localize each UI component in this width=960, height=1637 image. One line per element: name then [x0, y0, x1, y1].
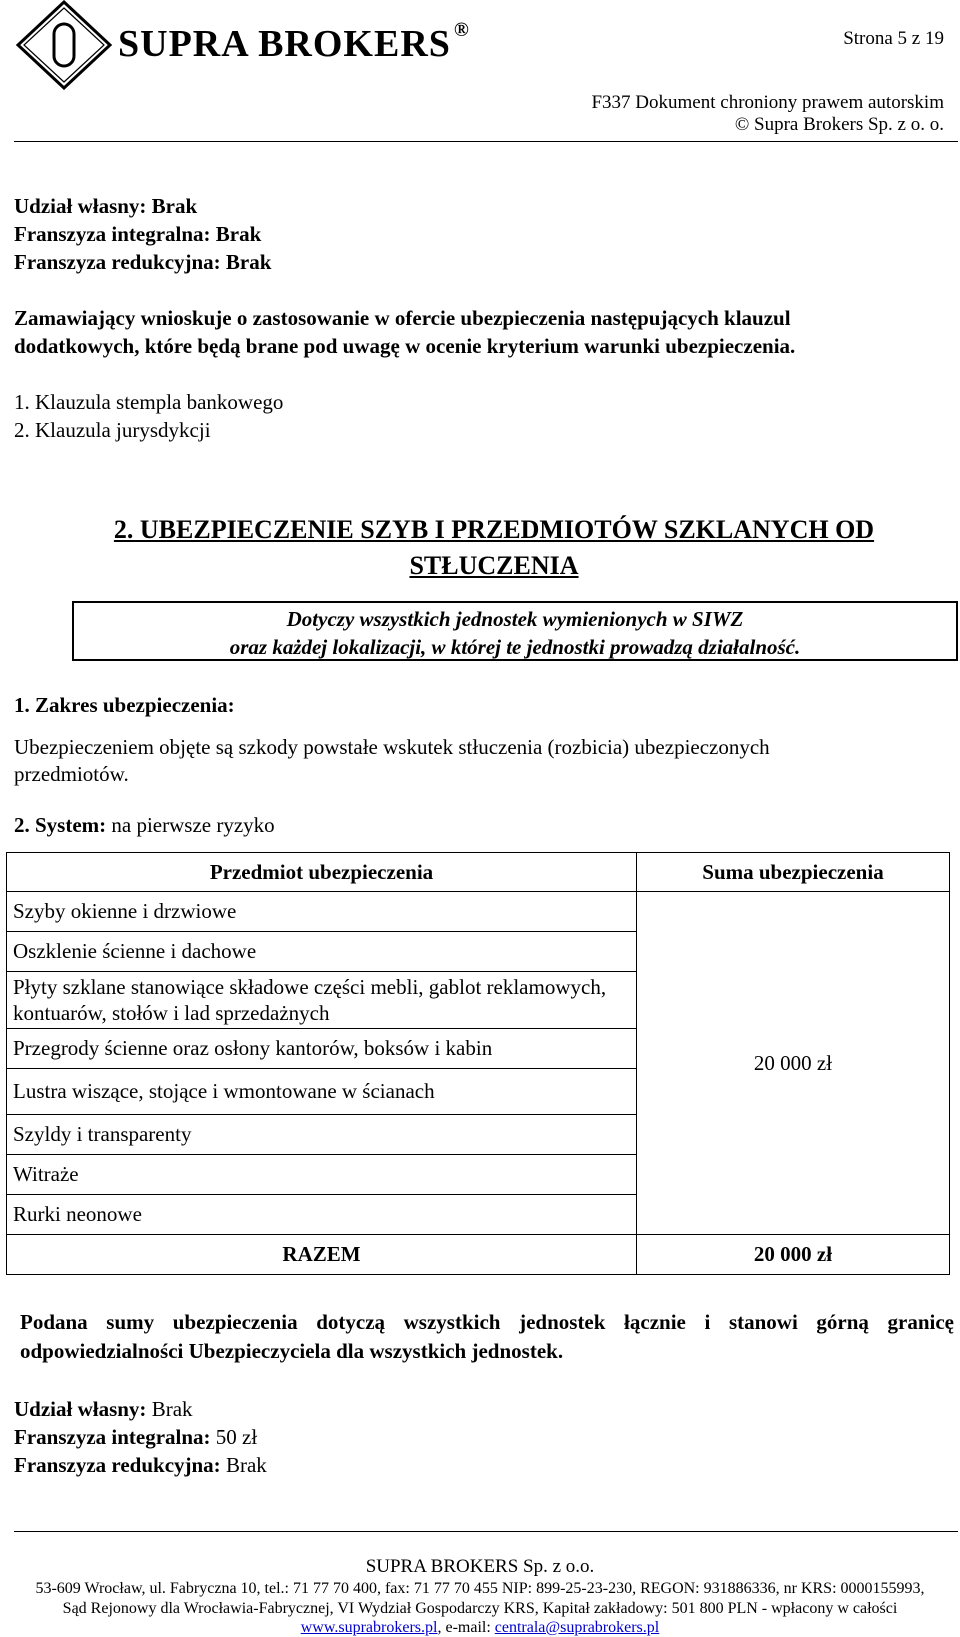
scope-text-line-2: przedmiotów.	[14, 762, 129, 786]
scope-text-line-1: Ubezpieczeniem objęte są szkody powstałe wskutek stłuczenia (rozbicia) ubezpieczonych	[14, 735, 770, 759]
table-row-item: Rurki neonowe	[7, 1195, 637, 1235]
clause-item: 2. Klauzula jurysdykcji	[14, 418, 211, 442]
insurance-table	[6, 852, 950, 1275]
col-header-item: Przedmiot ubezpieczenia	[7, 853, 637, 892]
registered-mark: ®	[453, 19, 470, 42]
system-line	[14, 813, 275, 838]
table-row-item: Szyldy i transparenty	[7, 1115, 637, 1155]
sum-cell: 20 000 zł	[637, 892, 950, 1235]
clauses-intro-line-2: dodatkowych, które będą brane pod uwagę w ocenie kryterium warunki ubezpieczenia.	[14, 334, 796, 358]
header-divider	[14, 141, 958, 142]
prev-franszyza-integralna: Franszyza integralna: Brak	[14, 222, 262, 246]
website-link[interactable]: www.suprabrokers.pl	[300, 1619, 438, 1636]
footer-contact: www.suprabrokers.pl, e-mail: centrala@suprabrokers.pl	[300, 1619, 660, 1636]
system-label: 2. System:	[14, 813, 107, 837]
copyright-line-1: F337 Dokument chroniony prawem autorskim	[591, 92, 944, 113]
copyright-line-2: © Supra Brokers Sp. z o. o.	[734, 114, 944, 135]
col-header-sum: Suma ubezpieczenia	[637, 853, 950, 892]
table-row-item: Płyty szklane stanowiące składowe części mebli, gablot reklamowych, kontuarów, stołów i lad sprzedażnych	[7, 972, 637, 1029]
total-value: 20 000 zł	[637, 1235, 950, 1275]
supra-brokers-logo	[14, 0, 124, 90]
table-row-item: Oszklenie ścienne i dachowe	[7, 932, 637, 972]
footer-company: SUPRA BROKERS Sp. z o.o.	[365, 1556, 595, 1577]
table-row-item: Przegrody ścienne oraz osłony kantorów, boksów i kabin	[7, 1029, 637, 1069]
clauses-intro-line-1: Zamawiający wnioskuje o zastosowanie w ofercie ubezpieczenia następujących klauzul	[14, 306, 791, 330]
section-title: 2. UBEZPIECZENIE SZYB I PRZEDMIOTÓW SZKLANYCH OD STŁUCZENIA	[113, 515, 875, 580]
clause-item: 1. Klauzula stempla bankowego	[14, 390, 284, 414]
page-number: Strona 5 z 19	[843, 28, 944, 49]
sum-note: Podana sumy ubezpieczenia dotyczą wszystkich jednostek łącznie i stanowi górną granicę odpowiedzialności Ubezpieczyciela dla wszystkich jednostek.	[20, 1310, 954, 1363]
scope-line-2: oraz każdej lokalizacji, w której te jednostki prowadzą działalność.	[229, 635, 801, 659]
scope-line-1: Dotyczy wszystkich jednostek wymienionych w SIWZ	[286, 607, 744, 631]
scope-heading: 1. Zakres ubezpieczenia:	[14, 693, 235, 717]
franszyza-redukcyjna: Franszyza redukcyjna: Brak	[14, 1453, 267, 1477]
prev-udzial-wlasny: Udział własny: Brak	[14, 194, 198, 218]
scope-box	[72, 601, 958, 661]
email-link[interactable]: centrala@suprabrokers.pl	[494, 1619, 660, 1636]
table-row-item: Lustra wiszące, stojące i wmontowane w ścianach	[7, 1069, 637, 1115]
udzial-wlasny: Udział własny: Brak	[14, 1397, 193, 1421]
footer-court: Sąd Rejonowy dla Wrocławia-Fabrycznej, VI Wydział Gospodarczy KRS, Kapitał zakładowy: 501 800 PLN - wpłacony w całości	[62, 1600, 898, 1617]
footer-address: 53-609 Wrocław, ul. Fabryczna 10, tel.: 71 77 70 400, fax: 71 77 70 455 NIP: 899-25-23-230, REGON: 931886336, nr KRS: 0000155993,	[35, 1580, 925, 1597]
table-row-item: Witraże	[7, 1155, 637, 1195]
franszyza-integralna: Franszyza integralna: 50 zł	[14, 1425, 258, 1449]
total-label: RAZEM	[7, 1235, 637, 1275]
prev-franszyza-redukcyjna: Franszyza redukcyjna: Brak	[14, 250, 272, 274]
system-value: na pierwsze ryzyko	[106, 813, 275, 837]
footer-divider	[14, 1531, 958, 1532]
brand-name: SUPRA BROKERS ®	[118, 19, 470, 65]
table-row-item: Szyby okienne i drzwiowe	[7, 892, 637, 932]
